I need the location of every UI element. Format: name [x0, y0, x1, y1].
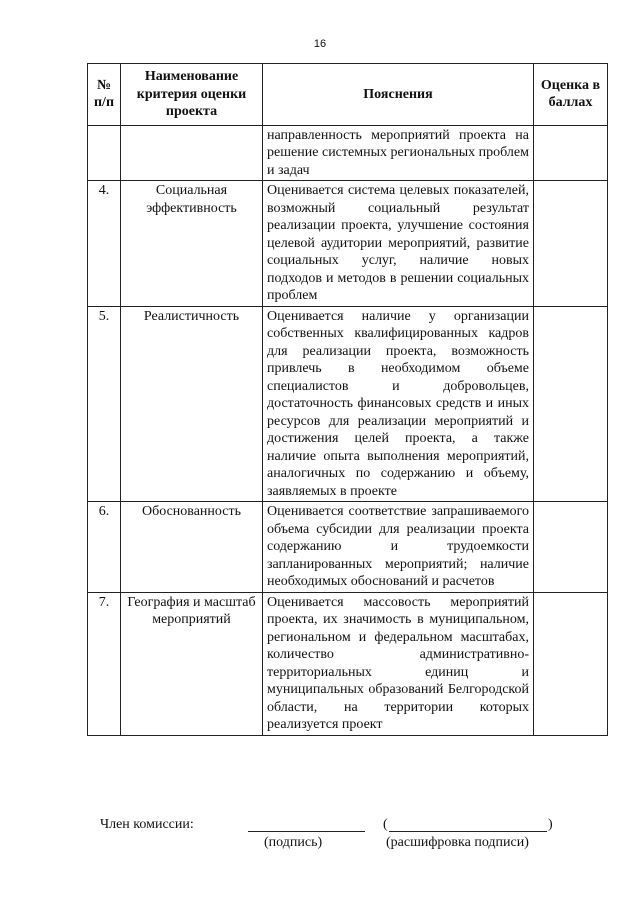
- decode-close-paren: ): [548, 817, 553, 832]
- row-score: [534, 592, 608, 735]
- row-num: 7.: [88, 592, 121, 735]
- signature-line: [248, 831, 365, 832]
- row-num: 5.: [88, 306, 121, 502]
- row-criterion-name: [121, 125, 263, 181]
- row-explanation: Оценивается соответствие запрашиваемого объема субсидии для реализации проекта содержанию и трудоемкости запланированных мероприятий; наличие необходимых обоснований и расчетов: [263, 502, 534, 593]
- table-row: [88, 125, 608, 181]
- signature-caption: (подпись): [264, 835, 323, 850]
- decode-open-paren: (: [383, 817, 388, 832]
- table-body: [88, 125, 608, 735]
- signature-block: [100, 817, 560, 857]
- row-score: [534, 306, 608, 502]
- row-score: [534, 502, 608, 593]
- row-explanation: Оценивается наличие у организации собственных квалифицированных кадров для реализации проекта, возможность привлечь в необходимом объеме специалистов и добровольцев, достаточность финансовых средств и иных ресурсов для реализации мероприятий и достижения целей проекта, а также наличие опыта выполнения мероприятий, аналогичных по содержанию и объему, заявляемых в проекте: [263, 306, 534, 502]
- row-score: [534, 181, 608, 307]
- row-num: [88, 125, 121, 181]
- header-explanation: Пояснения: [263, 64, 534, 126]
- row-explanation: Оценивается массовость мероприятий проекта, их значимость в муниципальном, региональном и федеральном масштабах, количество административно-территориальных единиц и муниципальных образований Белгородской области, на территории которых реализуется проект: [263, 592, 534, 735]
- table-row: [88, 306, 608, 502]
- header-num: № п/п: [88, 64, 121, 126]
- table-row: [88, 502, 608, 593]
- commission-member-label: Член комиссии:: [100, 817, 194, 832]
- table-row: [88, 181, 608, 307]
- table-row: [88, 592, 608, 735]
- row-num: 4.: [88, 181, 121, 307]
- row-explanation: Оценивается система целевых показателей, возможный социальный результат реализации проекта, улучшение состояния целевой аудитории мероприятий, развитие социальных услуг, наличие новых подходов и методов в решении социальных проблем: [263, 181, 534, 307]
- page-number: 16: [313, 38, 327, 50]
- row-criterion-name: Реалистичность: [121, 306, 263, 502]
- row-criterion-name: Социальная эффективность: [121, 181, 263, 307]
- row-num: 6.: [88, 502, 121, 593]
- table-header: [88, 64, 608, 126]
- row-score: [534, 125, 608, 181]
- header-criterion-name: Наименование критерия оценки проекта: [121, 64, 263, 126]
- decode-line: [389, 831, 547, 832]
- row-criterion-name: География и масштаб мероприятий: [121, 592, 263, 735]
- row-explanation: направленность мероприятий проекта на решение системных региональных проблем и задач: [263, 125, 534, 181]
- decode-caption: (расшифровка подписи): [386, 835, 529, 850]
- row-criterion-name: Обоснованность: [121, 502, 263, 593]
- header-score: Оценка в баллах: [534, 64, 608, 126]
- criteria-table: [87, 63, 608, 736]
